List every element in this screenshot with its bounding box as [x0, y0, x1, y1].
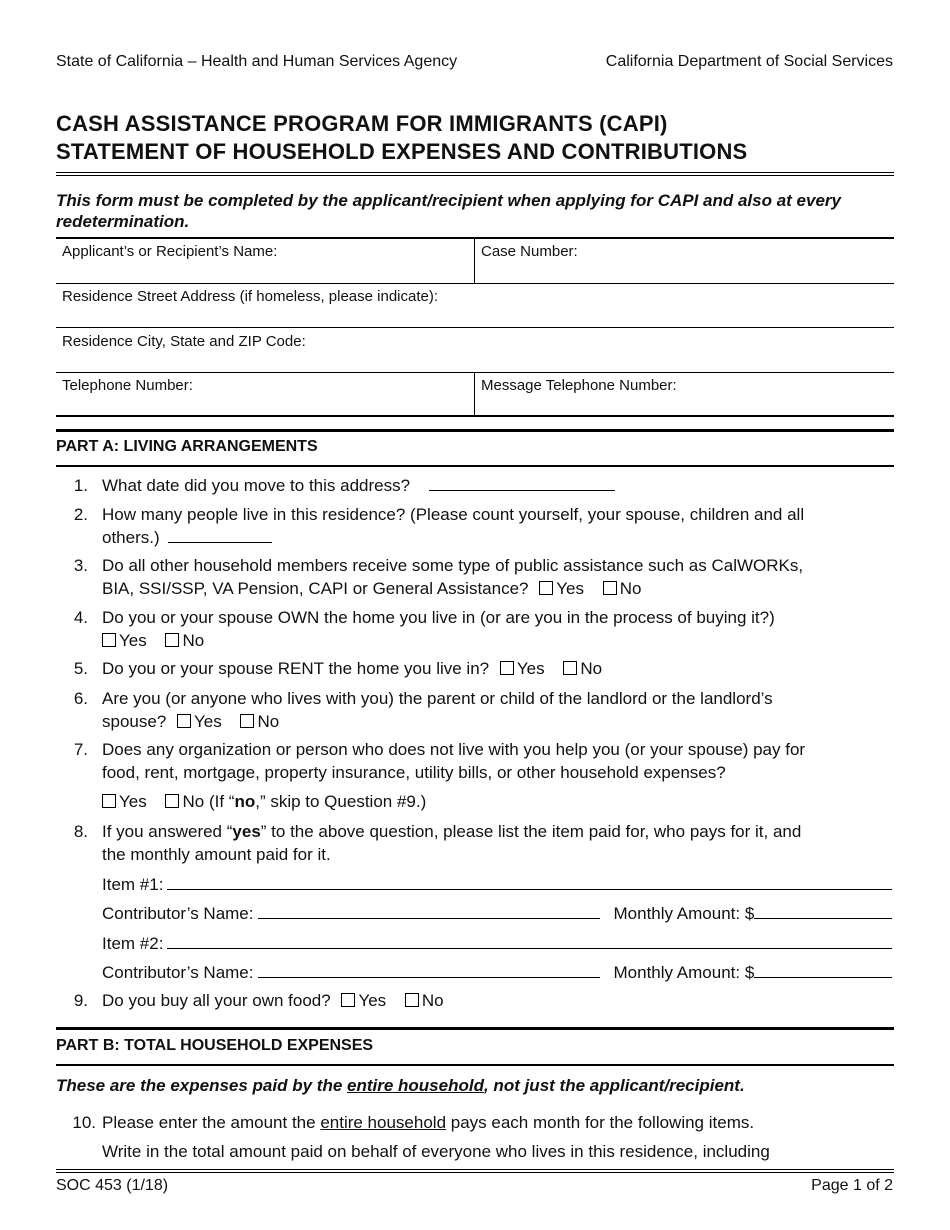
question-8: [102, 820, 892, 866]
city-state-zip-field[interactable]: [56, 349, 894, 372]
q6-yes-checkbox[interactable]: [177, 714, 191, 728]
table-top-rule: [56, 237, 894, 239]
telephone-label: Telephone Number:: [62, 377, 193, 394]
part-b-bottom-rule: [56, 1064, 894, 1066]
question-4: [102, 606, 892, 652]
q1-text: What date did you move to this address?: [102, 476, 411, 495]
contributor-1-label: Contributor’s Name:: [102, 904, 254, 923]
monthly-amount-2-label: Monthly Amount: $: [613, 963, 755, 982]
page-number: Page 1 of 2: [811, 1177, 893, 1194]
q4-no-checkbox[interactable]: [165, 633, 179, 647]
q6-no-checkbox[interactable]: [240, 714, 254, 728]
q9-no-label: No: [421, 991, 444, 1010]
q6-text: Are you (or anyone who lives with you) the parent or child of the landlord or the landlord’s: [102, 689, 773, 708]
question-7: [102, 738, 892, 813]
question-9: [102, 989, 892, 1012]
part-b-heading: PART B: TOTAL HOUSEHOLD EXPENSES: [56, 1037, 374, 1054]
applicant-name-field[interactable]: [56, 258, 474, 282]
move-date-field[interactable]: [429, 474, 615, 491]
q9-text: Do you buy all your own food?: [102, 991, 331, 1010]
street-address-label: Residence Street Address (if homeless, please indicate):: [62, 288, 439, 305]
q7-text-cont: food, rent, mortgage, property insurance, utility bills, or other household expenses?: [102, 763, 726, 782]
question-3: [102, 554, 892, 600]
contributor-2-label: Contributor’s Name:: [102, 963, 254, 982]
q4-yes-checkbox[interactable]: [102, 633, 116, 647]
part-b-note: [56, 1074, 745, 1097]
q9-number: 9.: [73, 991, 88, 1010]
department-header: California Department of Social Services: [605, 53, 893, 70]
q3-no-checkbox[interactable]: [603, 581, 617, 595]
question-1: [102, 474, 892, 497]
part-b-note-underlined: entire household: [347, 1076, 484, 1095]
q10-text-cont: Write in the total amount paid on behalf of everyone who lives in this residence, including: [102, 1142, 770, 1161]
contributor-2-field[interactable]: [258, 961, 600, 978]
city-state-zip-label: Residence City, State and ZIP Code:: [62, 333, 306, 350]
case-number-label: Case Number:: [481, 243, 578, 260]
q5-no-label: No: [580, 659, 603, 678]
q6-no-label: No: [257, 712, 280, 731]
item-2-label: Item #2:: [102, 934, 164, 953]
q4-text: Do you or your spouse OWN the home you live in (or are you in the process of buying it?): [102, 608, 775, 627]
item-2-row: [102, 931, 892, 955]
q3-number: 3.: [73, 556, 88, 575]
item-1-row: [102, 872, 892, 896]
monthly-amount-1-label: Monthly Amount: $: [613, 904, 755, 923]
question-10: [102, 1111, 892, 1163]
q7-skip-post: ,” skip to Question #9.): [255, 792, 427, 811]
footer-rule: [56, 1169, 894, 1170]
telephone-field[interactable]: [56, 393, 474, 416]
form-id: SOC 453 (1/18): [56, 1177, 169, 1194]
title-line-2: STATEMENT OF HOUSEHOLD EXPENSES AND CONTRIBUTIONS: [56, 139, 748, 164]
contributor-1-field[interactable]: [258, 902, 600, 919]
monthly-amount-1-field[interactable]: [754, 901, 892, 919]
part-b-note-post: , not just the applicant/recipient.: [483, 1076, 745, 1095]
q8-bold: yes: [232, 822, 261, 841]
message-telephone-label: Message Telephone Number:: [481, 377, 677, 394]
q9-yes-checkbox[interactable]: [341, 993, 355, 1007]
q6-number: 6.: [73, 689, 88, 708]
people-count-field[interactable]: [168, 526, 272, 543]
table-bottom-rule: [56, 415, 894, 417]
q7-no-checkbox[interactable]: [165, 794, 179, 808]
q4-no-label: No: [182, 631, 205, 650]
q8-text-cont: the monthly amount paid for it.: [102, 845, 331, 864]
q8-post: ” to the above question, please list the item paid for, who pays for it, and: [260, 822, 802, 841]
question-6: [102, 687, 892, 733]
footer-rule-2: [56, 1172, 894, 1173]
agency-header: State of California – Health and Human Services Agency: [56, 53, 458, 70]
q7-skip-pre: (If “: [208, 792, 235, 811]
title-rule-2: [56, 175, 894, 176]
row-rule: [56, 283, 894, 284]
q3-no-label: No: [619, 579, 642, 598]
q7-yes-checkbox[interactable]: [102, 794, 116, 808]
q5-no-checkbox[interactable]: [563, 661, 577, 675]
title-rule: [56, 172, 894, 173]
q5-yes-checkbox[interactable]: [500, 661, 514, 675]
question-5: [102, 657, 892, 680]
title-line-1: CASH ASSISTANCE PROGRAM FOR IMMIGRANTS (CAPI): [56, 111, 668, 136]
q4-yes-label: Yes: [119, 631, 147, 650]
applicant-name-label: Applicant’s or Recipient’s Name:: [62, 243, 278, 260]
q9-no-checkbox[interactable]: [405, 993, 419, 1007]
form-title: [56, 110, 747, 166]
row-rule: [56, 372, 894, 373]
row-rule: [56, 327, 894, 328]
q2-text: How many people live in this residence? (Please count yourself, your spouse, children and all: [102, 505, 805, 524]
q8-pre: If you answered “: [102, 822, 233, 841]
q10-number: 10.: [72, 1113, 96, 1132]
q6-yes-label: Yes: [194, 712, 222, 731]
part-a-top-rule: [56, 429, 894, 432]
monthly-amount-2-field[interactable]: [754, 960, 892, 978]
q8-number: 8.: [73, 822, 88, 841]
q3-text-cont: BIA, SSI/SSP, VA Pension, CAPI or General Assistance?: [102, 579, 529, 598]
divider: [474, 239, 475, 283]
item-1-label: Item #1:: [102, 875, 164, 894]
q10-pre: Please enter the amount the: [102, 1113, 321, 1132]
q9-yes-label: Yes: [358, 991, 387, 1010]
q10-post: pays each month for the following items.: [446, 1113, 755, 1132]
q10-underlined: entire household: [320, 1113, 447, 1132]
question-2: [102, 503, 892, 549]
part-a-heading: PART A: LIVING ARRANGEMENTS: [56, 438, 318, 455]
q2-number: 2.: [73, 505, 88, 524]
q3-text: Do all other household members receive some type of public assistance such as CalWORKs,: [102, 556, 804, 575]
item-2-field[interactable]: [167, 931, 892, 949]
intro-instructions: This form must be completed by the applicant/recipient when applying for CAPI and also at every redetermination.: [56, 191, 841, 231]
q5-number: 5.: [73, 659, 88, 678]
q7-yes-label: Yes: [119, 792, 147, 811]
contributor-1-row: [102, 901, 892, 925]
part-b-note-pre: These are the expenses paid by the: [56, 1076, 348, 1095]
q4-number: 4.: [73, 608, 88, 627]
q6-text-cont: spouse?: [102, 712, 167, 731]
q7-text: Does any organization or person who does not live with you help you (or your spouse) pay for: [102, 740, 806, 759]
contributor-2-row: [102, 960, 892, 984]
q1-number: 1.: [73, 476, 88, 495]
street-address-field[interactable]: [56, 304, 894, 327]
divider: [474, 373, 475, 416]
part-b-top-rule: [56, 1027, 894, 1030]
q7-skip-bold: no: [234, 792, 256, 811]
q3-yes-label: Yes: [556, 579, 584, 598]
q7-no-label: No: [182, 792, 205, 811]
q5-yes-label: Yes: [516, 659, 545, 678]
item-1-field[interactable]: [167, 872, 892, 890]
q7-number: 7.: [73, 740, 88, 759]
q3-yes-checkbox[interactable]: [539, 581, 553, 595]
case-number-field[interactable]: [475, 258, 893, 282]
message-telephone-field[interactable]: [475, 393, 893, 416]
q2-text-cont: others.): [102, 528, 160, 547]
q5-text: Do you or your spouse RENT the home you live in?: [102, 659, 490, 678]
part-a-bottom-rule: [56, 465, 894, 467]
